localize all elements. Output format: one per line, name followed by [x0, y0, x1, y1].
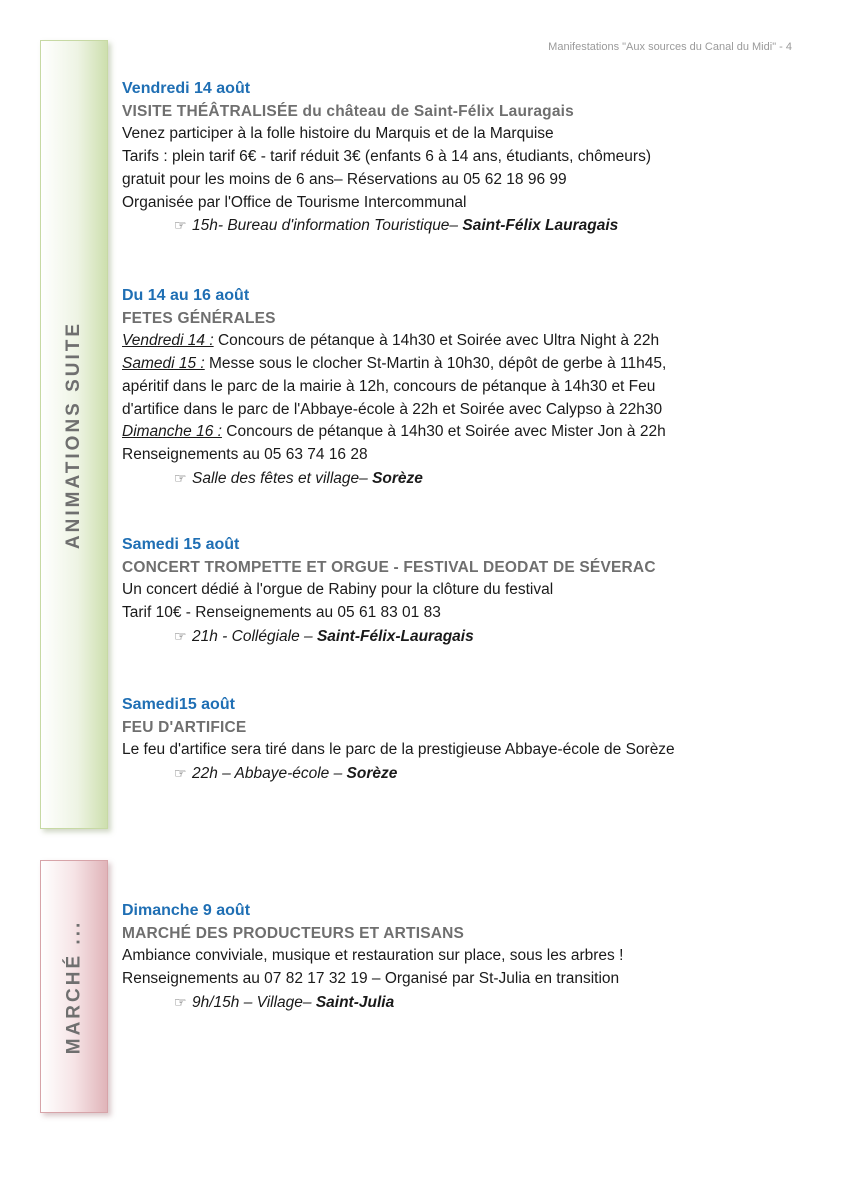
event-date: Dimanche 9 août	[122, 902, 251, 919]
event-text-line: Renseignements au 07 82 17 32 19 – Organisé par St-Julia en transition	[122, 970, 620, 988]
schedule-text: Messe sous le clocher St-Martin à 10h30, dépôt de gerbe à 11h45,	[204, 355, 667, 373]
schedule-text: Concours de pétanque à 14h30 et Soirée avec Mister Jon à 22h	[221, 423, 666, 441]
event-date: Samedi 15 août	[122, 536, 240, 553]
event-title: VISITE THÉÂTRALISÉE du château de Saint-Félix Lauragais	[122, 102, 574, 120]
event-time-venue: Salle des fêtes et village–	[192, 469, 368, 487]
schedule-line	[122, 330, 802, 353]
schedule-line	[122, 421, 802, 444]
schedule-day: Dimanche 16 :	[122, 423, 222, 441]
hand-pointer-icon: ☞	[174, 765, 187, 782]
event-concert-trompette-orgue	[122, 534, 802, 649]
event-location	[122, 214, 802, 238]
event-place: Sorèze	[346, 765, 398, 783]
event-feu-artifice	[122, 694, 802, 786]
schedule-text: apéritif dans le parc de la mairie à 12h, concours de pétanque à 14h30 et Feu	[122, 377, 656, 395]
hand-pointer-icon: ☞	[174, 217, 187, 234]
event-date: Samedi15 août	[122, 696, 235, 713]
schedule-line	[122, 353, 802, 376]
schedule-text: Concours de pétanque à 14h30 et Soirée avec Ultra Night à 22h	[213, 332, 660, 350]
marche-section-tab	[40, 860, 108, 1113]
animations-tab-label: ANIMATIONS SUITE	[63, 320, 84, 549]
schedule-day: Vendredi 14 :	[122, 332, 214, 350]
event-location	[122, 991, 802, 1015]
event-title: FETES GÉNÉRALES	[122, 309, 276, 327]
event-place: Saint-Julia	[315, 993, 395, 1011]
event-title: FEU D'ARTIFICE	[122, 718, 247, 736]
animations-section-tab	[40, 40, 108, 829]
hand-pointer-icon: ☞	[174, 627, 187, 644]
event-text-line: Ambiance conviviale, musique et restauration sur place, sous les arbres !	[122, 947, 624, 965]
event-fetes-generales	[122, 285, 802, 490]
event-text-line: Un concert dédié à l'orgue de Rabiny pour la clôture du festival	[122, 581, 554, 599]
event-location	[122, 625, 802, 649]
event-text-line: Le feu d'artifice sera tiré dans le parc de la prestigieuse Abbaye-école de Sorèze	[122, 741, 675, 759]
event-date: Du 14 au 16 août	[122, 287, 250, 304]
event-date: Vendredi 14 août	[122, 80, 251, 97]
event-info: Renseignements au 05 63 74 16 28	[122, 445, 368, 463]
event-time-venue: 9h/15h – Village–	[192, 993, 312, 1011]
event-place: Saint-Félix-Lauragais	[316, 627, 474, 645]
event-text-line: Tarifs : plein tarif 6€ - tarif réduit 3€ (enfants 6 à 14 ans, étudiants, chômeurs)	[122, 148, 651, 166]
event-time-venue: 21h - Collégiale –	[192, 627, 313, 645]
hand-pointer-icon: ☞	[174, 993, 187, 1010]
event-location	[122, 762, 802, 786]
event-text-line: gratuit pour les moins de 6 ans– Réservations au 05 62 18 96 99	[122, 170, 567, 188]
marche-tab-label: MARCHÉ ...	[63, 919, 84, 1054]
event-marche-producteurs	[122, 900, 802, 1015]
event-title: MARCHÉ DES PRODUCTEURS ET ARTISANS	[122, 924, 465, 942]
event-time-venue: 22h – Abbaye-école –	[192, 765, 343, 783]
event-time-venue: 15h- Bureau d'information Touristique–	[192, 217, 459, 235]
schedule-line	[122, 399, 802, 422]
schedule-line	[122, 376, 802, 399]
page-header: Manifestations "Aux sources du Canal du Midi" - 4	[548, 41, 792, 53]
event-visite-theatralisee	[122, 78, 802, 238]
event-title: CONCERT TROMPETTE ET ORGUE - FESTIVAL DEODAT DE SÉVERAC	[122, 558, 656, 576]
event-place: Saint-Félix Lauragais	[462, 217, 619, 235]
event-text-line: Tarif 10€ - Renseignements au 05 61 83 01 83	[122, 604, 441, 622]
event-text-line: Venez participer à la folle histoire du Marquis et de la Marquise	[122, 125, 554, 143]
hand-pointer-icon: ☞	[174, 469, 187, 486]
schedule-text: d'artifice dans le parc de l'Abbaye-école à 22h et Soirée avec Calypso à 22h30	[122, 400, 663, 418]
event-location	[122, 467, 802, 491]
event-text-line: Organisée par l'Office de Tourisme Intercommunal	[122, 193, 467, 211]
schedule-day: Samedi 15 :	[122, 355, 205, 373]
event-place: Sorèze	[372, 469, 423, 487]
